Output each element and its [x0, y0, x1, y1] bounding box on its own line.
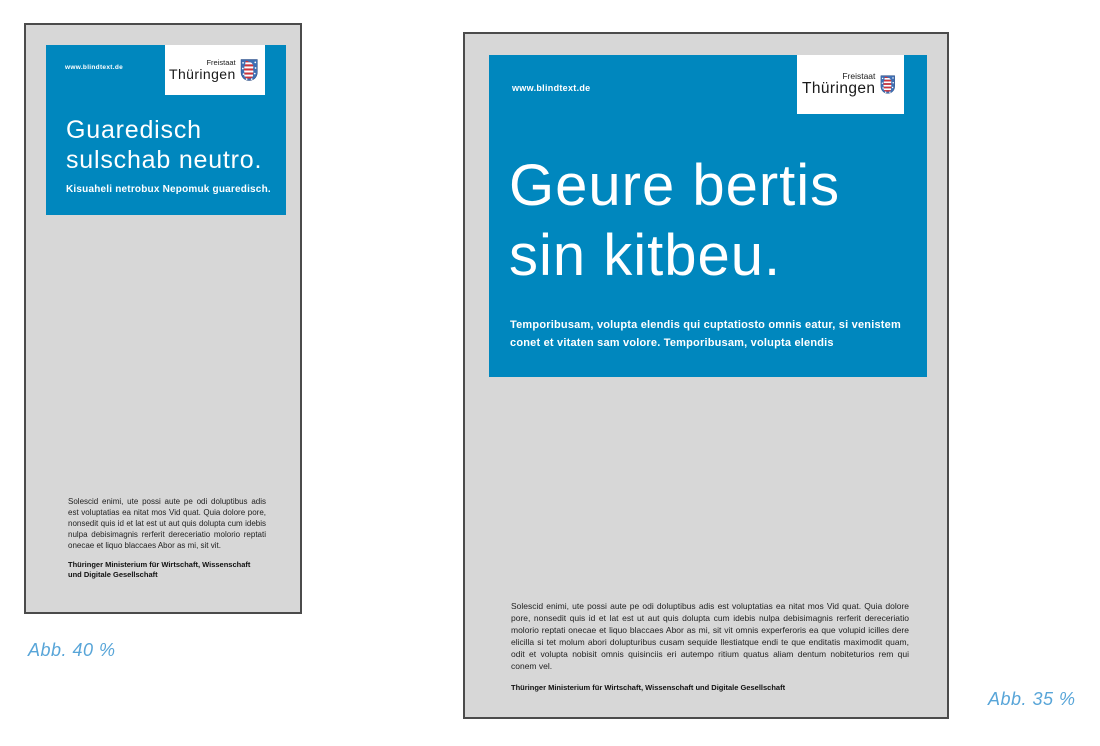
poster-body-block: [511, 600, 909, 693]
figure-caption-40: Abb. 40 %: [28, 640, 116, 660]
logo-text-thueringen: Thüringen: [169, 65, 236, 82]
poster-footer: Thüringer Ministerium für Wirtschaft, Wissenschaft und Digitale Gesellschaft: [511, 683, 786, 692]
poster-headline: [509, 151, 840, 291]
headline-line-2: sin kitbeu.: [509, 223, 782, 288]
poster-body-block: [68, 496, 266, 579]
poster-body-text: Solescid enimi, ute possi aute pe odi doluptibus adis est voluptatias ea nitat mos Vid quat. Quia dolore pore, nonsedit quis id et lat est ut aut quis dolupta cum idebis nulpa debisimagnis rerferit dereceriatio molorio reptati onecae et liquo blaccaes Abor as mi, sit vit omnis experferoris ea que volupid icilles dere elicilla si tet molum abori dolupturibus cusam sequide llestiatque endi te que enditatis maximodit quam, odit et volupta nobisit omnis quisinciis eri autempo ritium quatus aliam dentum nobiteturios rem qui conem vel.: [511, 601, 909, 671]
logo-box: [797, 55, 904, 114]
website-url: www.blindtext.de: [65, 64, 124, 71]
subline-line-2: conet et vitaten sam volore. Temporibusam, volupta elendis: [510, 337, 834, 349]
logo-wordmark: [802, 72, 875, 97]
poster-preview-large: [463, 32, 949, 719]
poster-subline: Kisuaheli netrobux Nepomuk guaredisch.: [66, 184, 271, 195]
poster-subline: [510, 316, 901, 352]
poster-headline: [66, 115, 262, 175]
poster-body-text: Solescid enimi, ute possi aute pe odi doluptibus adis est voluptatias ea nitat mos Vid quat. Quia dolore pore, nonsedit quis id et lat est ut aut quis dolupta cum idebis nulpa debisimagnis rerferit dereceriatio molorio reptati onecae et liquo blaccaes Abor as mi, sit vit.: [68, 497, 266, 550]
poster-blue-header: [46, 45, 286, 215]
headline-line-1: Guaredisch: [66, 116, 202, 144]
poster-blue-header: [489, 55, 927, 377]
headline-line-2: sulschab neutro.: [66, 146, 263, 174]
logo-box: [165, 45, 265, 95]
logo-text-thueringen: Thüringen: [802, 79, 876, 97]
coat-of-arms-icon: [880, 69, 896, 100]
poster-footer: [68, 560, 266, 579]
logo-text-freistaat: Freistaat: [206, 57, 236, 67]
headline-line-1: Geure bertis: [509, 153, 841, 218]
figure-caption-35: Abb. 35 %: [988, 689, 1076, 709]
logo-text-freistaat: Freistaat: [842, 70, 876, 81]
coat-of-arms-icon: [240, 57, 258, 83]
logo-wordmark: [169, 59, 236, 82]
website-url: www.blindtext.de: [512, 83, 591, 93]
footer-line-1: Thüringer Ministerium für Wirtschaft, Wissenschaft: [68, 560, 251, 569]
subline-line-1: Temporibusam, volupta elendis qui cuptatiosto omnis eatur, si venistem: [510, 319, 901, 331]
poster-preview-small: [24, 23, 302, 614]
footer-line-2: und Digitale Gesellschaft: [68, 569, 158, 579]
